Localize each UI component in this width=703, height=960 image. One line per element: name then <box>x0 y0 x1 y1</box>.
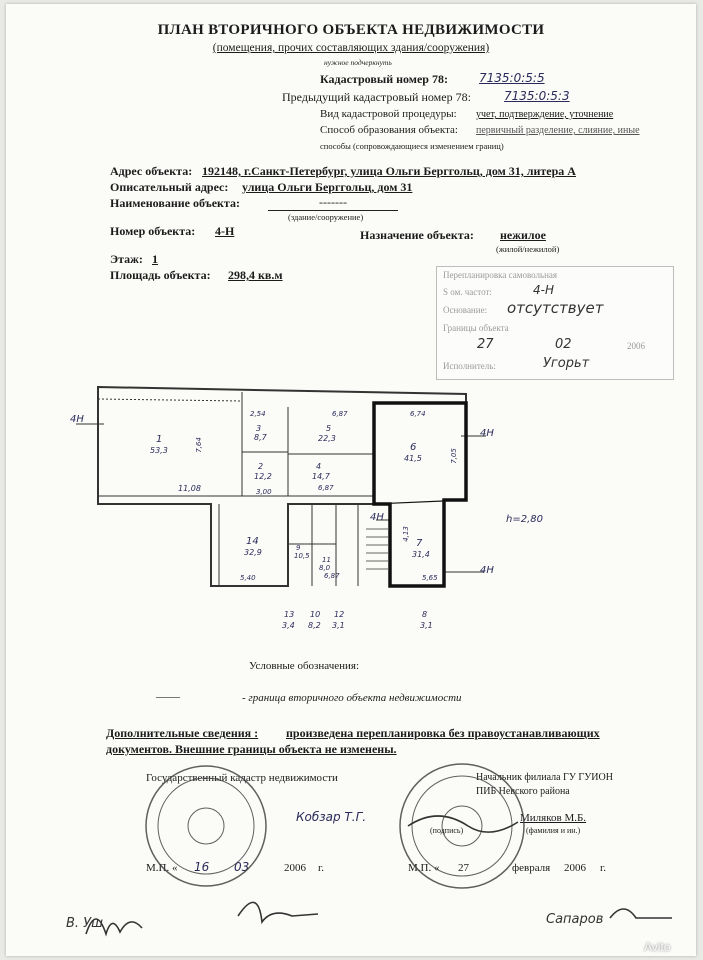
small-room-12-number: 12 <box>334 610 345 619</box>
room-4-area: 14,7 <box>312 472 330 481</box>
room-3-area: 8,7 <box>254 433 267 442</box>
subtitle-note: нужное подчеркнуть <box>324 58 392 67</box>
axis-label-inner: 4Н <box>370 512 384 523</box>
left-month: 03 <box>234 860 250 874</box>
right-sign-note: (подпись) <box>430 826 464 835</box>
right-signatory-title: Начальник филиала ГУ ГУИОН <box>476 772 613 783</box>
room-11-number: 11 <box>322 556 331 564</box>
room-7-area: 31,4 <box>412 550 430 559</box>
object-number-label: Номер объекта: <box>110 224 196 238</box>
stamp-line-1: Перепланировка самовольная <box>443 270 558 280</box>
document-subtitle: (помещения, прочих составляющих здания/сооружения) <box>212 42 490 54</box>
floor-value: 1 <box>152 252 158 266</box>
right-year-suffix: г. <box>600 862 607 874</box>
stamp-year: 2006 <box>627 341 645 351</box>
legend-text: - граница вторичного объекта недвижимости <box>242 692 462 704</box>
dim-7: 5,40 <box>240 574 256 582</box>
right-seal <box>400 764 524 888</box>
room-7-number: 7 <box>416 538 423 549</box>
small-room-13-area: 3,4 <box>282 621 295 630</box>
stamp-line-3-label: Основание: <box>443 305 488 315</box>
desc-address-value: улица Ольги Берггольц, дом 31 <box>242 180 413 194</box>
room-2-area: 12,2 <box>254 472 272 481</box>
object-number-value: 4-Н <box>215 224 235 238</box>
floor-label: Этаж: <box>110 252 143 266</box>
purpose-value: нежилое <box>500 228 546 242</box>
room-11-area: 8,0 <box>319 564 331 572</box>
area-label: Площадь объекта: <box>110 268 211 282</box>
room-2-number: 2 <box>258 462 264 471</box>
additional-text-1: произведена перепланировка без правоустанавливающих <box>286 726 600 740</box>
room-14-area: 32,9 <box>244 548 262 557</box>
stamp-day: 27 <box>477 337 494 352</box>
ceiling-height-label: h=2,80 <box>506 514 543 525</box>
purpose-label: Назначение объекта: <box>360 228 474 242</box>
left-year: 2006 <box>284 862 306 874</box>
stamp-line-6-label: Исполнитель: <box>443 361 496 371</box>
additional-text-2: документов. Внешние границы объекта не изменены. <box>106 742 397 756</box>
small-room-13-number: 13 <box>284 610 295 619</box>
stamp-line-3-value: отсутствует <box>507 299 604 317</box>
cadastral-number-label: Кадастровый номер 78: <box>320 72 448 86</box>
right-name: Миляков М.Б. <box>520 812 587 824</box>
dim-6: 3,00 <box>256 488 272 496</box>
right-name-note: (фамилия и ин.) <box>526 826 581 835</box>
room-5-number: 5 <box>326 424 332 433</box>
small-room-12-area: 3,1 <box>332 621 345 630</box>
address-value: 192148, г.Санкт-Петербург, улица Ольги Берггольц, дом 31, литера А <box>202 164 576 178</box>
stamp-month: 02 <box>555 337 572 352</box>
dim-4: 6,87 <box>332 410 348 418</box>
room-6-number: 6 <box>410 442 417 453</box>
right-year: 2006 <box>564 862 586 874</box>
object-name-value: ------- <box>268 195 398 211</box>
stamp-line-2-label: Ѕ ом. частот: <box>443 287 492 297</box>
room-1-number: 1 <box>156 434 163 445</box>
left-seal <box>146 766 266 886</box>
small-room-8-number: 8 <box>422 610 428 619</box>
room-5-area: 22,3 <box>318 434 336 443</box>
small-room-10-area: 8,2 <box>308 621 321 630</box>
document-sheet <box>6 4 696 956</box>
handwritten-note-left: В. Уш <box>66 916 104 931</box>
handwritten-signature-right <box>610 909 672 918</box>
right-day: 27 <box>458 862 469 874</box>
stamp-line-2-value: 4-Н <box>533 283 554 297</box>
dim-12: 4,13 <box>401 526 410 542</box>
axis-label-left: 4Н <box>70 414 84 425</box>
dim-8: 5,65 <box>422 574 438 582</box>
left-signature-name: Кобзар Т.Г. <box>296 810 367 824</box>
dim-3: 6,74 <box>410 410 426 418</box>
dim-11: 7,05 <box>449 448 458 464</box>
left-signatory-title: Государственный кадастр недвижимости <box>146 772 338 784</box>
procedure-label: Вид кадастровой процедуры: <box>320 108 457 120</box>
legend-title: Условные обозначения: <box>249 660 360 672</box>
formation-value: первичный разделение, слияние, иные <box>476 125 640 136</box>
handwritten-note-right: Сапаров <box>546 912 604 927</box>
object-name-label: Наименование объекта: <box>110 196 240 210</box>
formation-label: Способ образования объекта: <box>320 124 458 136</box>
left-day: 16 <box>194 860 210 874</box>
axis-label-right-top: 4Н <box>480 428 494 439</box>
right-mp-label: М.П. « <box>408 862 440 874</box>
stamp-line-6-value: Угорьт <box>543 356 590 371</box>
procedure-value: учет, подтверждение, уточнение <box>476 109 614 120</box>
dim-5: 6,87 <box>318 484 334 492</box>
purpose-note: (жилой/нежилой) <box>496 244 560 254</box>
left-mp-label: М.П. « <box>146 862 178 874</box>
stamp-line-4: Границы объекта <box>443 323 509 333</box>
left-year-suffix: г. <box>318 862 325 874</box>
additional-label: Дополнительные сведения : <box>106 726 259 740</box>
legend-line-sample: —— <box>156 689 180 703</box>
dim-1: 7,64 <box>194 437 203 453</box>
document-title: ПЛАН ВТОРИЧНОГО ОБЪЕКТА НЕДВИЖИМОСТИ <box>157 22 545 38</box>
dim-9: 6,87 <box>324 572 340 580</box>
room-1-area: 53,3 <box>150 446 168 455</box>
room-3-number: 3 <box>256 424 262 433</box>
object-name-note: (здание/сооружение) <box>288 212 364 222</box>
room-9-number: 9 <box>296 544 301 552</box>
prev-cadastral-label: Предыдущий кадастровый номер 78: <box>282 90 471 104</box>
cadastral-number-value: 7135:0:5:5 <box>479 71 545 85</box>
right-signatory-title-2: ПИБ Невского района <box>476 786 570 797</box>
address-label: Адрес объекта: <box>110 164 193 178</box>
desc-address-label: Описательный адрес: <box>110 180 229 194</box>
dim-2: 11,08 <box>178 484 201 493</box>
handwritten-signature-seal <box>408 816 518 832</box>
axis-label-right-bottom: 4Н <box>480 565 494 576</box>
room-4-number: 4 <box>316 462 322 471</box>
handwritten-signature-middle <box>238 902 318 922</box>
room-14-number: 14 <box>246 536 259 547</box>
seals <box>6 4 696 956</box>
small-room-10-number: 10 <box>310 610 321 619</box>
avito-watermark: Avito <box>644 940 671 954</box>
formation-note: способы (сопровождающиеся изменением границ) <box>320 141 504 151</box>
room-6-area: 41,5 <box>404 454 422 463</box>
prev-cadastral-value: 7135:0:5:3 <box>504 89 570 103</box>
right-month: февраля <box>512 862 551 874</box>
dim-10: 2,54 <box>250 410 266 418</box>
area-value: 298,4 кв.м <box>228 268 283 282</box>
room-9-area: 10,5 <box>294 552 310 560</box>
small-room-8-area: 3,1 <box>420 621 433 630</box>
